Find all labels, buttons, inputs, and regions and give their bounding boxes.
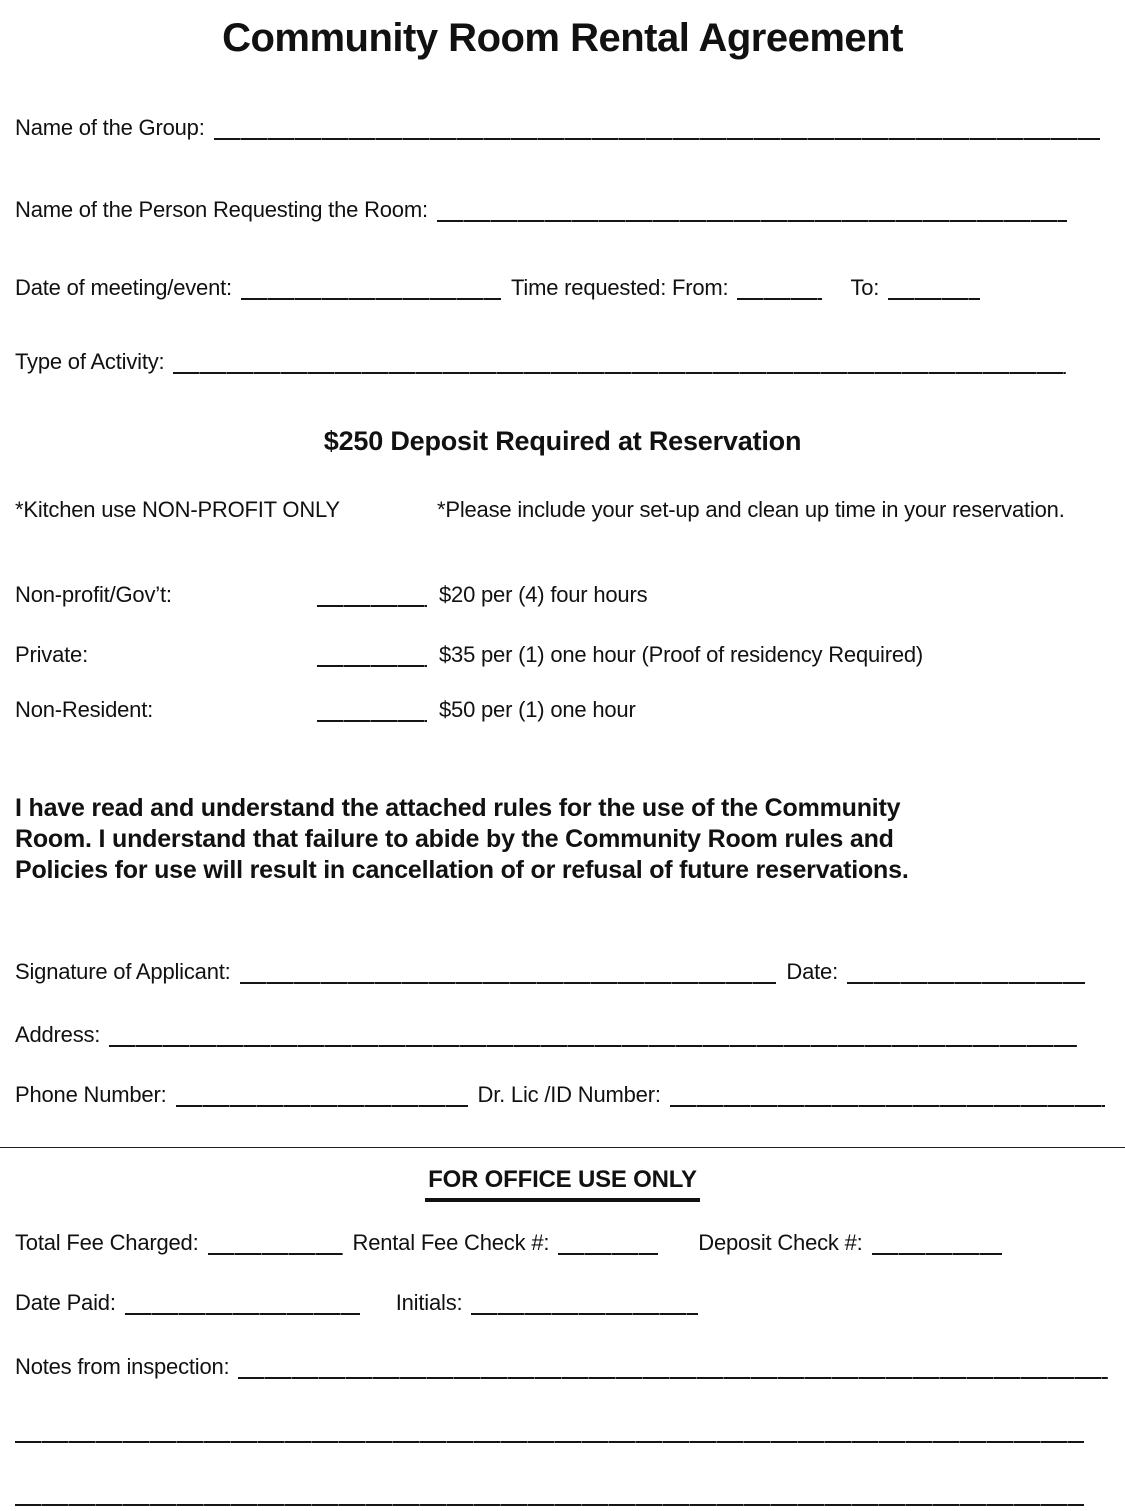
rental-fee-check-blank: [558, 1241, 658, 1255]
initials-label: Initials:: [395, 1290, 463, 1315]
initials-blank: [471, 1301, 698, 1315]
rate-row-nonresident: [15, 696, 1100, 724]
field-row-activity: [15, 348, 1066, 376]
time-to-blank: [888, 286, 980, 300]
agreement-line: Room. I understand that failure to abide by the Community Room rules and: [15, 825, 894, 853]
rental-fee-check-label: Rental Fee Check #:: [352, 1230, 550, 1255]
page-title: Community Room Rental Agreement: [222, 16, 903, 60]
nonresident-rate-blank: [317, 708, 427, 722]
office-section-divider: [0, 1147, 1125, 1148]
meeting-date-blank: [241, 286, 501, 300]
office-row-notes: [15, 1353, 1108, 1381]
signature-blank: [240, 970, 777, 984]
agreement-paragraph: [15, 793, 1065, 886]
nonprofit-rate-label: Non-profit/Gov’t:: [15, 582, 172, 607]
inspection-notes-blank: [238, 1365, 1108, 1379]
private-rate-label: Private:: [15, 642, 88, 667]
private-rate-text: $35 per (1) one hour (Proof of residency Required): [439, 642, 924, 667]
field-row-person-name: [15, 196, 1067, 224]
setup-cleanup-note: *Please include your set-up and clean up time in your reservation.: [437, 497, 1065, 522]
drivers-license-blank: [670, 1093, 1105, 1107]
date-paid-label: Date Paid:: [15, 1290, 116, 1315]
time-to-label: To:: [850, 275, 880, 300]
signature-date-blank: [847, 970, 1085, 984]
office-row-fees: [15, 1229, 1100, 1257]
field-row-phone-id: [15, 1081, 1105, 1109]
time-from-label: Time requested: From:: [510, 275, 729, 300]
office-heading-wrap: [0, 1166, 1125, 1202]
notes-continuation-blank: [15, 1492, 1084, 1506]
office-heading: FOR OFFICE USE ONLY: [425, 1166, 700, 1202]
meeting-date-label: Date of meeting/event:: [15, 275, 232, 300]
time-from-blank: [737, 286, 822, 300]
rate-row-private: [15, 641, 1100, 669]
person-name-blank: [437, 208, 1067, 222]
office-row-date-paid: [15, 1289, 1100, 1317]
private-rate-blank: [317, 653, 427, 667]
drivers-license-label: Dr. Lic /ID Number:: [477, 1082, 661, 1107]
group-name-label: Name of the Group:: [15, 115, 205, 140]
deposit-heading: $250 Deposit Required at Reservation: [323, 426, 802, 456]
kitchen-use-note: *Kitchen use NON-PROFIT ONLY: [15, 497, 340, 522]
signature-date-label: Date:: [786, 959, 838, 984]
activity-label: Type of Activity:: [15, 349, 165, 374]
signature-label: Signature of Applicant:: [15, 959, 231, 984]
nonresident-rate-text: $50 per (1) one hour: [439, 697, 636, 722]
phone-number-blank: [176, 1093, 468, 1107]
group-name-blank: [214, 126, 1100, 140]
deposit-check-blank: [872, 1241, 1002, 1255]
rate-row-nonprofit: [15, 581, 1100, 609]
phone-number-label: Phone Number:: [15, 1082, 167, 1107]
address-label: Address:: [15, 1022, 101, 1047]
agreement-line: I have read and understand the attached rules for the use of the Community: [15, 794, 901, 822]
nonprofit-rate-blank: [317, 593, 427, 607]
deposit-notes-row: [15, 496, 1100, 524]
inspection-notes-label: Notes from inspection:: [15, 1354, 230, 1379]
field-row-date-time: [15, 274, 1064, 302]
field-row-signature: [15, 958, 1085, 986]
date-paid-blank: [125, 1301, 360, 1315]
field-row-address: [15, 1021, 1077, 1049]
person-name-label: Name of the Person Requesting the Room:: [15, 197, 428, 222]
deposit-check-label: Deposit Check #:: [698, 1230, 863, 1255]
notes-continuation-blank: [15, 1429, 1084, 1443]
field-row-group-name: [15, 114, 1100, 142]
nonprofit-rate-text: $20 per (4) four hours: [439, 582, 648, 607]
activity-blank: [173, 360, 1066, 374]
total-fee-blank: [208, 1241, 343, 1255]
address-blank: [109, 1033, 1077, 1047]
nonresident-rate-label: Non-Resident:: [15, 697, 154, 722]
total-fee-label: Total Fee Charged:: [15, 1230, 199, 1255]
agreement-line: Policies for use will result in cancellation of or refusal of future reservations.: [15, 856, 909, 884]
